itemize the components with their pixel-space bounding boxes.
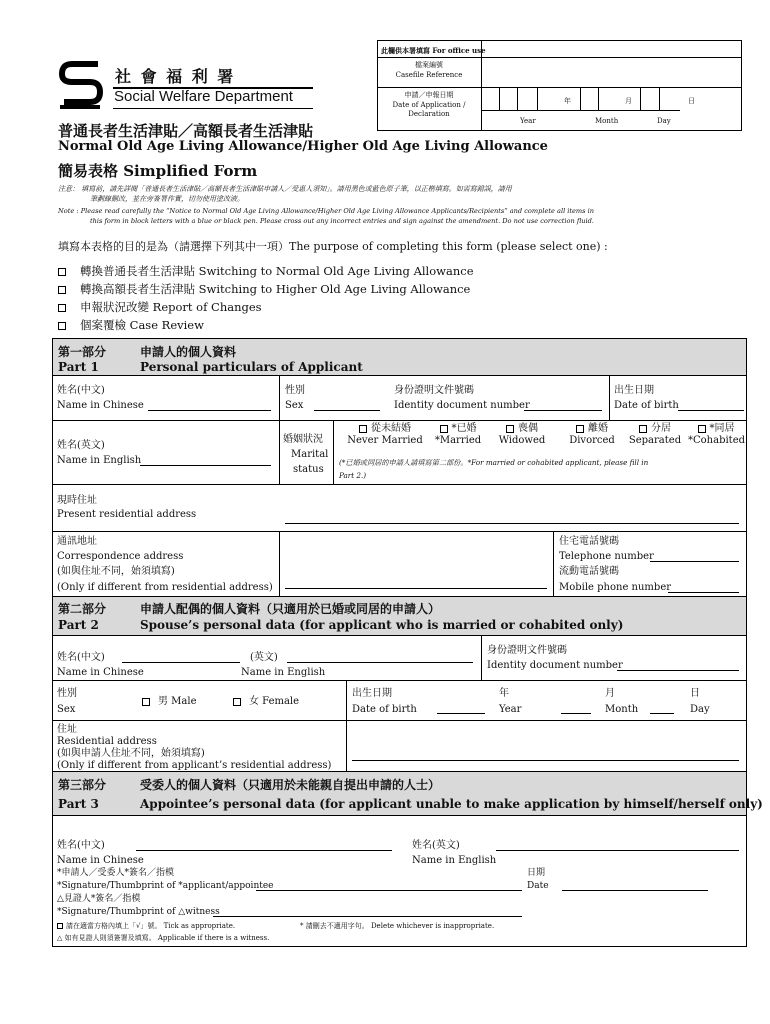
p1-sex-input[interactable] bbox=[314, 410, 380, 411]
p2-dob-month-input[interactable] bbox=[561, 713, 591, 714]
option-label: 男 Male bbox=[158, 696, 197, 707]
p1-name-zh-label-zh: 姓名(中文) bbox=[57, 385, 105, 396]
note-en-line2: this form in block letters with a blue or black pen. Please cross out any incorrect entries and sign against the amendment. Do not use correction fluid. bbox=[90, 217, 594, 225]
part2-num-en: Part 2 bbox=[58, 618, 99, 632]
p1-sex-label-en: Sex bbox=[285, 400, 304, 411]
p2-month-zh: 月 bbox=[605, 688, 615, 699]
p1-id-label-zh: 身份證明文件號碼 bbox=[394, 385, 474, 396]
p2-name-zh-label-zh: 姓名(中文) bbox=[57, 652, 105, 663]
p3-name-chinese-input[interactable] bbox=[136, 850, 392, 851]
p1-dob-input[interactable] bbox=[678, 410, 744, 411]
part3-num-en: Part 3 bbox=[58, 797, 99, 811]
p1-corr-note-zh: (如與住址不同，始須填寫) bbox=[57, 566, 175, 577]
option-label-zh: *同居 bbox=[709, 423, 735, 434]
casefile-label-en: Casefile Reference bbox=[395, 71, 463, 79]
form-subtitle: 簡易表格 Simplified Form bbox=[58, 162, 258, 180]
p2-res-note-zh: (如與申請人住址不同，始須填寫) bbox=[57, 748, 205, 759]
p1-marital-label-en1: Marital bbox=[291, 449, 329, 460]
part1-num-zh: 第一部分 bbox=[58, 345, 107, 359]
p1-res-label-en: Present residential address bbox=[57, 509, 197, 520]
date-label-en: Date of Application / Declaration bbox=[392, 101, 466, 118]
date-boxes[interactable] bbox=[482, 88, 741, 110]
p2-name-en-label-en: Name in English bbox=[241, 667, 326, 678]
option-label-zh: 喪偶 bbox=[518, 423, 538, 434]
p3-name-en-label-en: Name in English bbox=[412, 855, 497, 866]
purpose-option-higher[interactable] bbox=[58, 280, 474, 298]
marital-married-option[interactable] bbox=[428, 423, 488, 447]
footnote-witness: △ 如有見證人則須簽署及填寫。 Applicable if there is a witness. bbox=[57, 934, 270, 942]
office-year-zh: 年 bbox=[564, 97, 571, 105]
office-day-en: Day bbox=[657, 117, 671, 125]
date-label-zh: 申請／申報日期 bbox=[404, 91, 454, 99]
option-label-zh: 從未結婚 bbox=[371, 423, 411, 434]
checkbox[interactable] bbox=[142, 698, 150, 706]
option-label-zh: *已婚 bbox=[451, 423, 477, 434]
sig-date-zh: 日期 bbox=[527, 868, 546, 878]
p2-dob-year-input[interactable] bbox=[437, 713, 485, 714]
marital-divorced-option[interactable] bbox=[564, 423, 620, 447]
purpose-options bbox=[58, 262, 474, 334]
casefile-input[interactable] bbox=[482, 58, 741, 86]
note-en-line1: Note : Please read carefully the “Notice to Normal Old Age Living Allowance/Higher Old Age Living Allowance Applicants/Recipients” and complete all items in bbox=[58, 207, 595, 215]
form-title-zh: 普通長者生活津貼／高額長者生活津貼 bbox=[58, 122, 314, 140]
witness-label-zh: △見證人*簽名／指模 bbox=[57, 894, 141, 904]
option-label-en: Never Married bbox=[347, 435, 423, 446]
witness-label-en: *Signature/Thumbprint of △witness bbox=[57, 907, 220, 917]
checkbox[interactable] bbox=[639, 425, 647, 433]
p2-year-en: Year bbox=[499, 704, 522, 715]
marital-never-option[interactable] bbox=[347, 423, 423, 447]
marital-widowed-option[interactable] bbox=[494, 423, 550, 447]
p1-tel-label-en: Telephone number bbox=[559, 551, 654, 562]
checkbox[interactable] bbox=[58, 304, 66, 312]
part1-title-zh: 申請人的個人資料 bbox=[140, 345, 237, 359]
footnote-delete: * 請刪去不適用字句。 Delete whichever is inappropriate. bbox=[300, 922, 495, 930]
option-label: 女 Female bbox=[249, 696, 300, 707]
option-label-zh: 離婚 bbox=[588, 423, 608, 434]
p3-name-en-label-zh: 姓名(英文) bbox=[412, 840, 460, 851]
p2-sex-male-option[interactable] bbox=[142, 696, 197, 708]
p1-dob-label-en: Date of birth bbox=[614, 400, 679, 411]
part3-num-zh: 第三部分 bbox=[58, 778, 107, 792]
p2-day-en: Day bbox=[690, 704, 710, 715]
p2-dob-label-zh: 出生日期 bbox=[352, 688, 392, 699]
p1-name-en-label-en: Name in English bbox=[57, 455, 142, 466]
p2-residential-address-input[interactable] bbox=[352, 760, 739, 761]
part1-num-en: Part 1 bbox=[58, 360, 99, 374]
checkbox[interactable] bbox=[359, 425, 367, 433]
p3-name-zh-label-zh: 姓名(中文) bbox=[57, 840, 105, 851]
p1-mob-label-en: Mobile phone number bbox=[559, 582, 672, 593]
p1-dob-label-zh: 出生日期 bbox=[614, 385, 654, 396]
purpose-option-normal[interactable] bbox=[58, 262, 474, 280]
part3-title-zh: 受委人的個人資料（只適用於未能親自提出申請的人士） bbox=[140, 778, 441, 792]
p2-sex-label-zh: 性別 bbox=[57, 688, 77, 699]
applicant-signature-input[interactable] bbox=[256, 890, 522, 891]
option-label-en: Widowed bbox=[498, 435, 546, 446]
p3-name-english-input[interactable] bbox=[496, 850, 739, 851]
part2-title-zh: 申請人配偶的個人資料（只適用於已婚或同居的申請人） bbox=[140, 602, 441, 616]
p1-residential-address-input[interactable] bbox=[285, 523, 739, 524]
checkbox[interactable] bbox=[58, 268, 66, 276]
p2-sex-label-en: Sex bbox=[57, 704, 76, 715]
part3-title-en: Appointee’s personal data (for applicant unable to make application by himself/herself only) bbox=[140, 797, 763, 811]
logo-text-en: Social Welfare Department bbox=[114, 88, 293, 105]
p2-month-en: Month bbox=[605, 704, 639, 715]
checkbox[interactable] bbox=[58, 322, 66, 330]
p1-tel-label-zh: 住宅電話號碼 bbox=[559, 536, 619, 547]
checkbox[interactable] bbox=[506, 425, 514, 433]
footnote-tick bbox=[57, 922, 235, 931]
office-month-en: Month bbox=[595, 117, 619, 125]
p2-dob-day-input[interactable] bbox=[650, 713, 674, 714]
p1-name-zh-label-en: Name in Chinese bbox=[57, 400, 144, 411]
sig-label-en: *Signature/Thumbprint of *applicant/appointee bbox=[57, 881, 274, 891]
part1-title-en: Personal particulars of Applicant bbox=[140, 360, 363, 374]
p2-res-label-zh: 住址 bbox=[57, 724, 77, 735]
office-year-en: Year bbox=[520, 117, 536, 125]
sig-label-zh: *申請人／受委人*簽名／指模 bbox=[57, 868, 175, 878]
p1-marital-label-en2: status bbox=[293, 464, 324, 475]
p2-sex-female-option[interactable] bbox=[233, 696, 299, 708]
option-label-en: *Cohabited bbox=[688, 435, 746, 446]
part2-num-zh: 第二部分 bbox=[58, 602, 107, 616]
option-label-en: Separated bbox=[628, 435, 682, 446]
note-zh-line2: 筆劃線刪改，並在旁簽署作實，切勿使用塗改液。 bbox=[90, 195, 244, 203]
p1-name-chinese-input[interactable] bbox=[148, 410, 271, 411]
option-label-en: *Married bbox=[434, 435, 482, 446]
office-month-zh: 月 bbox=[625, 97, 632, 105]
office-day-zh: 日 bbox=[688, 97, 695, 105]
note-zh-line1: 注意： 填寫前，請先詳閱「普通長者生活津貼／高額長者生活津貼申請人／受惠人須知」。請用黑色或藍色原子筆，以正楷填寫。如需寫錯誤，請用 bbox=[58, 185, 512, 193]
sig-date-en: Date bbox=[527, 881, 549, 891]
p1-marital-label-zh: 婚姻狀況 bbox=[283, 434, 323, 445]
p2-day-zh: 日 bbox=[690, 688, 700, 699]
married-note-line2: Part 2.) bbox=[339, 471, 367, 480]
purpose-option-changes[interactable] bbox=[58, 298, 474, 316]
logo-text-zh: 社 會 福 利 署 bbox=[115, 67, 236, 86]
part2-title-en: Spouse’s personal data (for applicant who is married or cohabited only) bbox=[140, 618, 624, 632]
p1-mobile-input[interactable] bbox=[668, 592, 739, 593]
footnote-tick-text: 請在適當方格內填上「√」號。 Tick as appropriate. bbox=[66, 922, 236, 930]
marital-cohabited-option[interactable] bbox=[688, 423, 744, 447]
p1-corr-label-en: Correspondence address bbox=[57, 551, 184, 562]
p2-res-label-en: Residential address bbox=[57, 736, 157, 747]
option-label: 轉換高額長者生活津貼 Switching to Higher Old Age Living Allowance bbox=[80, 282, 471, 296]
p2-id-input[interactable] bbox=[617, 670, 739, 671]
witness-signature-input[interactable] bbox=[213, 916, 522, 917]
p2-name-zh-label-en: Name in Chinese bbox=[57, 667, 144, 678]
p2-id-label-zh: 身份證明文件號碼 bbox=[487, 645, 567, 656]
p1-name-english-input[interactable] bbox=[140, 465, 271, 466]
checkbox-icon bbox=[57, 923, 63, 929]
p1-sex-label-zh: 性別 bbox=[285, 385, 305, 396]
checkbox[interactable] bbox=[440, 425, 448, 433]
checkbox[interactable] bbox=[698, 425, 706, 433]
option-label: 轉換普通長者生活津貼 Switching to Normal Old Age Living Allowance bbox=[80, 264, 474, 278]
purpose-option-review[interactable] bbox=[58, 316, 474, 334]
option-label: 申報狀況改變 Report of Changes bbox=[80, 300, 262, 314]
p2-dob-label-en: Date of birth bbox=[352, 704, 417, 715]
marital-separated-option[interactable] bbox=[627, 423, 683, 447]
p1-corr-label-zh: 通訊地址 bbox=[57, 536, 97, 547]
p2-name-english-input[interactable] bbox=[287, 662, 473, 663]
purpose-question: 填寫本表格的目的是為（請選擇下列其中一項）The purpose of completing this form (please select one) : bbox=[58, 240, 608, 253]
p1-telephone-input[interactable] bbox=[650, 561, 739, 562]
p1-mob-label-zh: 流動電話號碼 bbox=[559, 566, 619, 577]
married-note-line1: (*已婚或同居的申請人請填寫第二部份。*For married or cohabited applicant, please fill in bbox=[339, 458, 649, 467]
p1-res-label-zh: 現時住址 bbox=[57, 495, 97, 506]
p1-correspondence-address-input[interactable] bbox=[285, 588, 547, 589]
p3-name-zh-label-en: Name in Chinese bbox=[57, 855, 144, 866]
checkbox[interactable] bbox=[233, 698, 241, 706]
casefile-label-zh: 檔案編號 bbox=[415, 61, 443, 69]
checkbox[interactable] bbox=[58, 286, 66, 294]
p2-year-zh: 年 bbox=[499, 688, 509, 699]
p1-corr-note-en: (Only if different from residential address) bbox=[57, 582, 273, 593]
p1-name-en-label-zh: 姓名(英文) bbox=[57, 440, 105, 451]
option-label: 個案覆檢 Case Review bbox=[80, 318, 204, 332]
p1-id-label-en: Identity document number bbox=[394, 400, 530, 411]
office-use-header: 此欄供本署填寫 For office use bbox=[381, 46, 486, 55]
p2-name-chinese-input[interactable] bbox=[122, 662, 240, 663]
checkbox[interactable] bbox=[576, 425, 584, 433]
swd-logo-icon bbox=[58, 58, 104, 110]
p2-name-en-label-zh: (英文) bbox=[250, 652, 278, 663]
option-label-zh: 分居 bbox=[651, 423, 671, 434]
p1-id-input[interactable] bbox=[524, 410, 602, 411]
signature-date-input[interactable] bbox=[562, 890, 708, 891]
form-title-en: Normal Old Age Living Allowance/Higher Old Age Living Allowance bbox=[58, 139, 548, 154]
p2-res-note-en: (Only if different from applicant’s residential address) bbox=[57, 760, 332, 771]
p2-id-label-en: Identity document number bbox=[487, 660, 623, 671]
option-label-en: Divorced bbox=[569, 435, 615, 446]
